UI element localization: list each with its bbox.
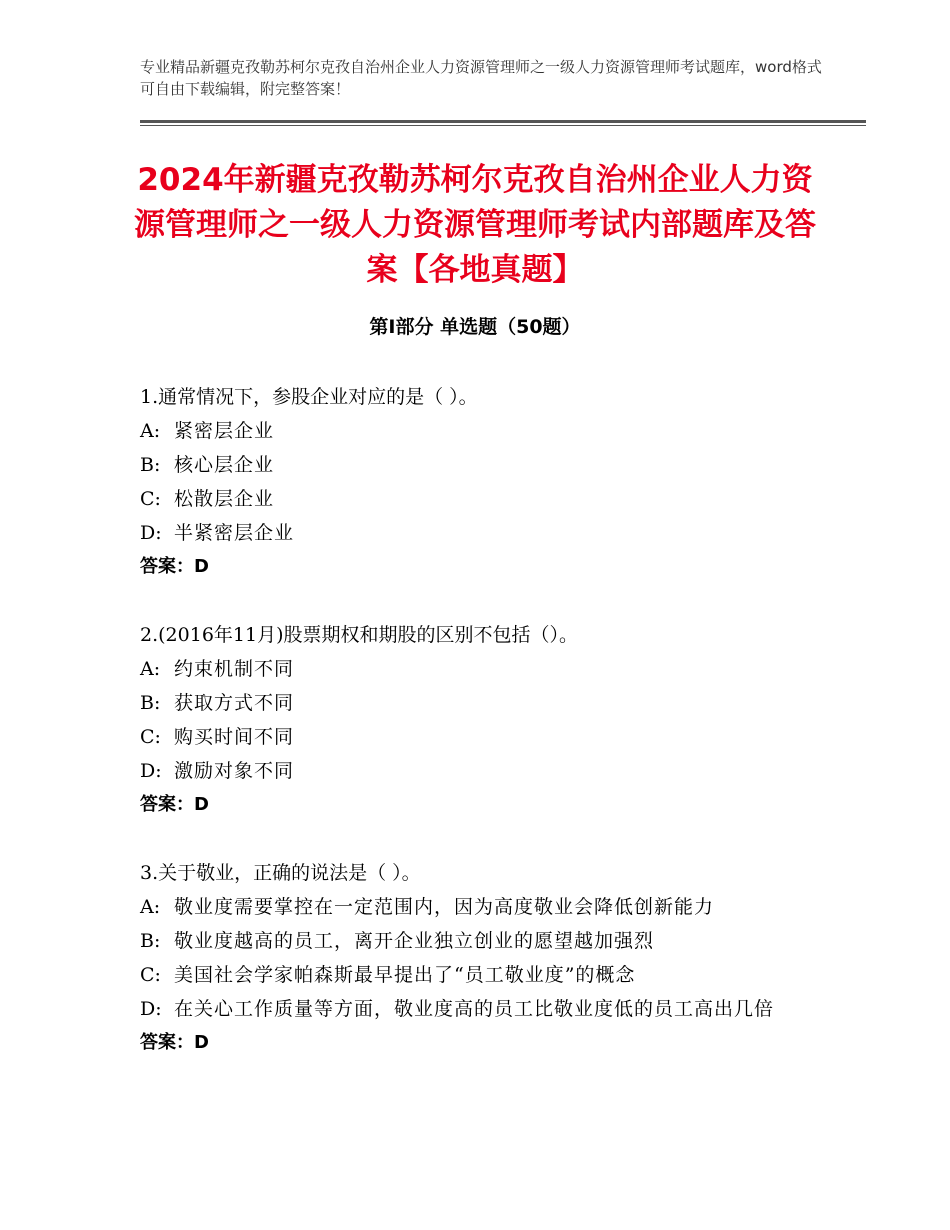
option-key: D: — [140, 522, 162, 544]
question-number: 2. — [140, 624, 159, 646]
answer-label: 答案： — [140, 1032, 194, 1053]
option-a — [140, 890, 820, 924]
option-text: 在关心工作质量等方面，敬业度高的员工比敬业度低的员工高出几倍 — [174, 998, 775, 1020]
option-d — [140, 516, 820, 550]
option-text: 购买时间不同 — [174, 726, 295, 748]
question-list — [140, 380, 820, 1094]
option-key: B: — [140, 454, 161, 476]
question-stem — [140, 856, 820, 890]
option-c — [140, 482, 820, 516]
option-text: 紧密层企业 — [174, 420, 275, 442]
answer-line — [140, 1026, 820, 1060]
option-key: C: — [140, 726, 161, 748]
option-key: A: — [140, 658, 161, 680]
question-2 — [140, 618, 820, 822]
option-text: 敬业度越高的员工，离开企业独立创业的愿望越加强烈 — [174, 930, 655, 952]
option-b — [140, 448, 820, 482]
answer-value: D — [194, 1032, 209, 1053]
question-number: 1. — [140, 386, 159, 408]
option-a — [140, 414, 820, 448]
option-text: 半紧密层企业 — [174, 522, 295, 544]
question-number: 3. — [140, 862, 159, 884]
option-c — [140, 720, 820, 754]
option-text: 获取方式不同 — [174, 692, 295, 714]
answer-value: D — [194, 794, 209, 815]
question-1 — [140, 380, 820, 584]
option-a — [140, 652, 820, 686]
option-text: 美国社会学家帕森斯最早提出了“员工敬业度”的概念 — [174, 964, 636, 986]
option-text: 激励对象不同 — [174, 760, 295, 782]
header-rule-thick — [140, 120, 866, 123]
question-text: 关于敬业，正确的说法是（ ）。 — [158, 862, 421, 884]
option-b — [140, 924, 820, 958]
option-text: 敬业度需要掌控在一定范围内，因为高度敬业会降低创新能力 — [174, 896, 715, 918]
answer-label: 答案： — [140, 794, 194, 815]
option-d — [140, 992, 820, 1026]
option-c — [140, 958, 820, 992]
question-stem — [140, 618, 820, 652]
answer-line — [140, 550, 820, 584]
option-key: C: — [140, 488, 161, 510]
option-text: 核心层企业 — [174, 454, 275, 476]
option-key: B: — [140, 930, 161, 952]
question-text: 通常情况下，参股企业对应的是（ ）。 — [158, 386, 478, 408]
option-b — [140, 686, 820, 720]
header-note: 专业精品新疆克孜勒苏柯尔克孜自治州企业人力资源管理师之一级人力资源管理师考试题库，word格式可自由下载编辑，附完整答案！ — [140, 58, 822, 98]
option-text: 松散层企业 — [174, 488, 275, 510]
question-stem — [140, 380, 820, 414]
header-rule-thin — [140, 125, 866, 126]
option-text: 约束机制不同 — [174, 658, 295, 680]
option-key: B: — [140, 692, 161, 714]
option-d — [140, 754, 820, 788]
option-key: A: — [140, 896, 161, 918]
section-title: 第Ⅰ部分 单选题（50题） — [369, 316, 581, 338]
document-title: 2024年新疆克孜勒苏柯尔克孜自治州企业人力资源管理师之一级人力资源管理师考试内部题库及答案【各地真题】 — [134, 162, 816, 288]
question-text: (2016年11月)股票期权和期股的区别不包括（）。 — [158, 624, 578, 646]
answer-value: D — [194, 556, 209, 577]
question-3 — [140, 856, 820, 1060]
option-key: A: — [140, 420, 161, 442]
option-key: C: — [140, 964, 161, 986]
option-key: D: — [140, 998, 162, 1020]
option-key: D: — [140, 760, 162, 782]
answer-label: 答案： — [140, 556, 194, 577]
answer-line — [140, 788, 820, 822]
